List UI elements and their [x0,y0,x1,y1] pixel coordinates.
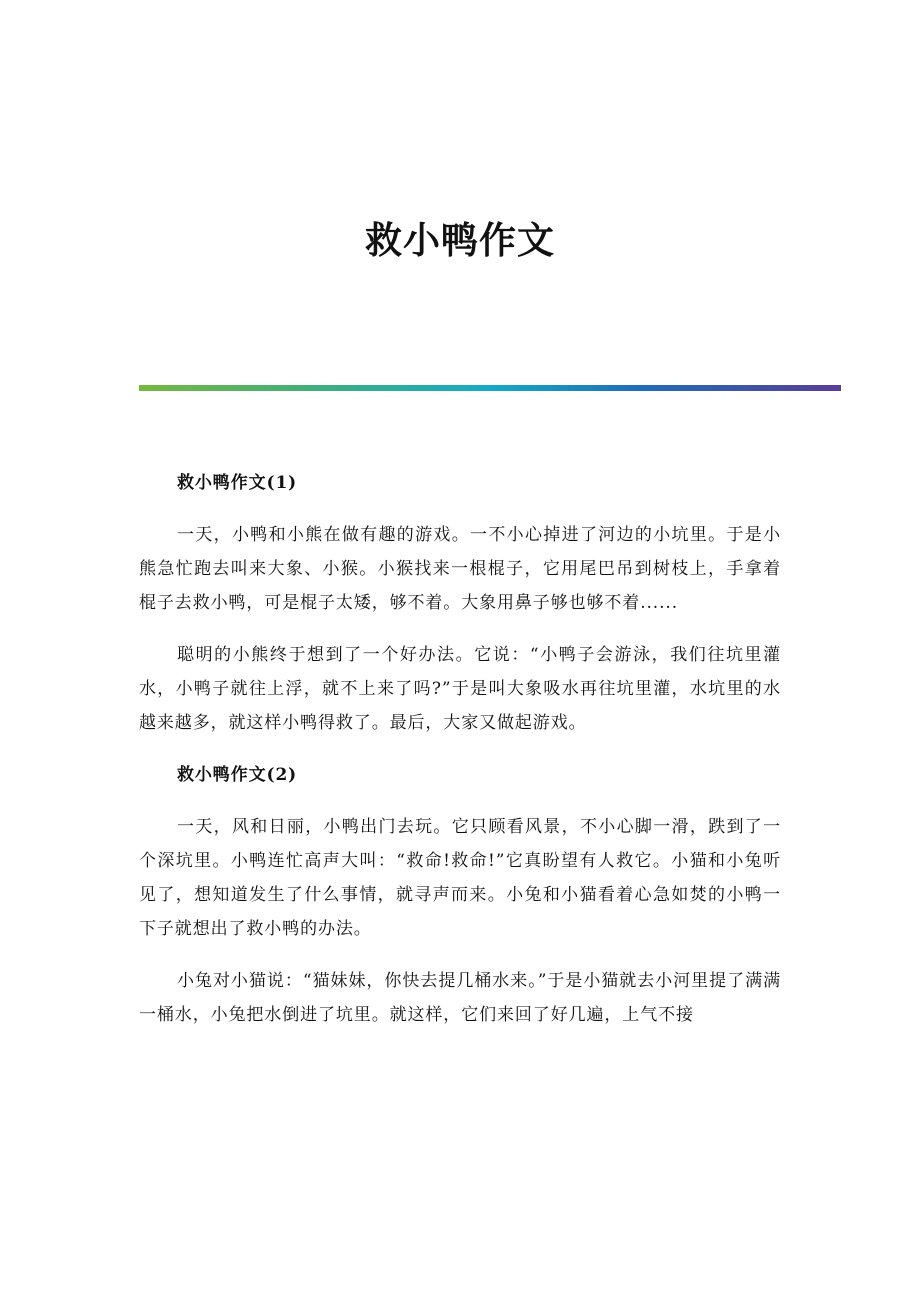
paragraph: 聪明的小熊终于想到了一个好办法。它说：“小鸭子会游泳，我们往坑里灌水，小鸭子就往上浮，就不上来了吗?”于是叫大象吸水再往坑里灌，水坑里的水越来越多，就这样小鸭得救了。最后，大家又做起游戏。 [139,645,781,733]
title-gradient-rule [139,385,841,391]
section-1 [139,466,781,740]
document-body [139,466,781,1050]
paragraph: 小兔对小猫说：“猫妹妹，你快去提几桶水来。”于是小猫就去小河里提了满满一桶水，小兔把水倒进了坑里。就这样，它们来回了好几遍，上气不接 [139,971,781,1025]
section-2 [139,758,781,1032]
document-title: 救小鸭作文 [365,218,555,262]
paragraph: 一天，风和日丽，小鸭出门去玩。它只顾看风景，不小心脚一滑，跌到了一个深坑里。小鸭连忙高声大叫：“救命!救命!”它真盼望有人救它。小猫和小兔听见了，想知道发生了什么事情，就寻声而来。小兔和小猫看着心急如焚的小鸭一下子就想出了救小鸭的办法。 [139,817,781,939]
paragraph: 一天，小鸭和小熊在做有趣的游戏。一不小心掉进了河边的小坑里。于是小熊急忙跑去叫来大象、小猴。小猴找来一根棍子，它用尾巴吊到树枝上，手拿着棍子去救小鸭，可是棍子太矮，够不着。大象用鼻子够也够不着...... [139,525,781,613]
section-heading: 救小鸭作文(2) [177,765,298,785]
section-heading: 救小鸭作文(1) [177,473,298,493]
